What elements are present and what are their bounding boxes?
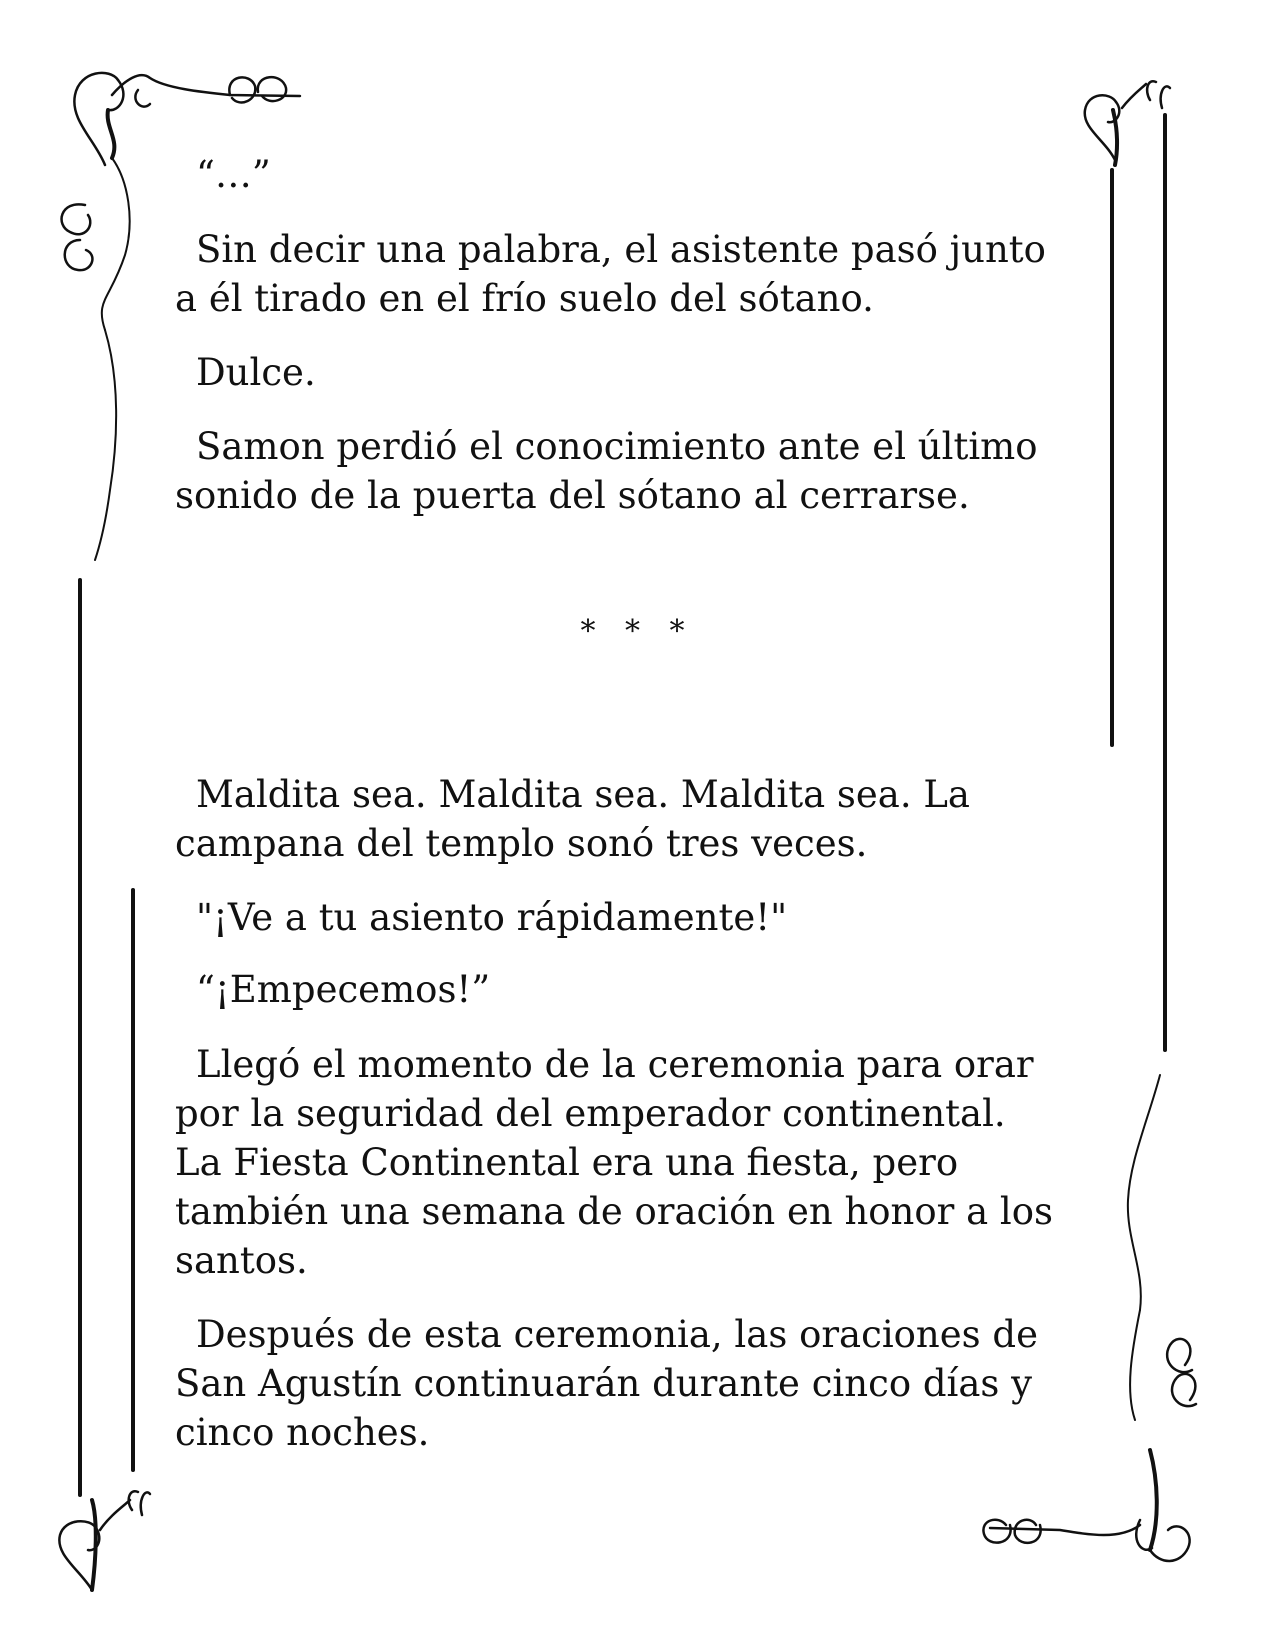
text-line: también una semana de oración en honor a los [175, 1190, 1054, 1233]
paragraph [196, 348, 316, 397]
corner-flourish-top-right [1085, 81, 1170, 165]
text-line: La Fiesta Continental era una fiesta, pero [175, 1141, 959, 1184]
paragraph [175, 225, 1046, 323]
paragraph [196, 893, 787, 942]
text-line: santos. [175, 1239, 308, 1282]
text-line: Samon perdió el conocimiento ante el último [196, 425, 1038, 468]
section-separator: * * * [580, 614, 695, 649]
text-line: Después de esta ceremonia, las oraciones de [196, 1313, 1038, 1356]
text-line: “¡Empecemos!” [196, 968, 491, 1011]
paragraph [175, 422, 1038, 520]
text-line: Dulce. [196, 351, 316, 394]
text-line: Maldita sea. Maldita sea. Maldita sea. La [196, 773, 970, 816]
paragraph [196, 150, 271, 199]
paragraph [175, 1310, 1038, 1457]
text-line: por la seguridad del emperador continental. [175, 1092, 1006, 1135]
paragraph [175, 1040, 1053, 1285]
paragraph [196, 965, 490, 1014]
text-line: "¡Ve a tu asiento rápidamente!" [196, 896, 788, 939]
text-line: Llegó el momento de la ceremonia para orar [196, 1043, 1034, 1086]
text-line: Sin decir una palabra, el asistente pasó junto [196, 228, 1046, 271]
text-line: “…” [196, 153, 271, 196]
text-line: a él tirado en el frío suelo del sótano. [175, 277, 874, 320]
text-line: San Agustín continuarán durante cinco días y [175, 1362, 1033, 1405]
text-line: cinco noches. [175, 1411, 430, 1454]
text-line: sonido de la puerta del sótano al cerrarse. [175, 474, 970, 517]
text-line: campana del templo sonó tres veces. [175, 822, 868, 865]
paragraph [175, 770, 970, 868]
corner-flourish-bottom-left [59, 1491, 150, 1590]
